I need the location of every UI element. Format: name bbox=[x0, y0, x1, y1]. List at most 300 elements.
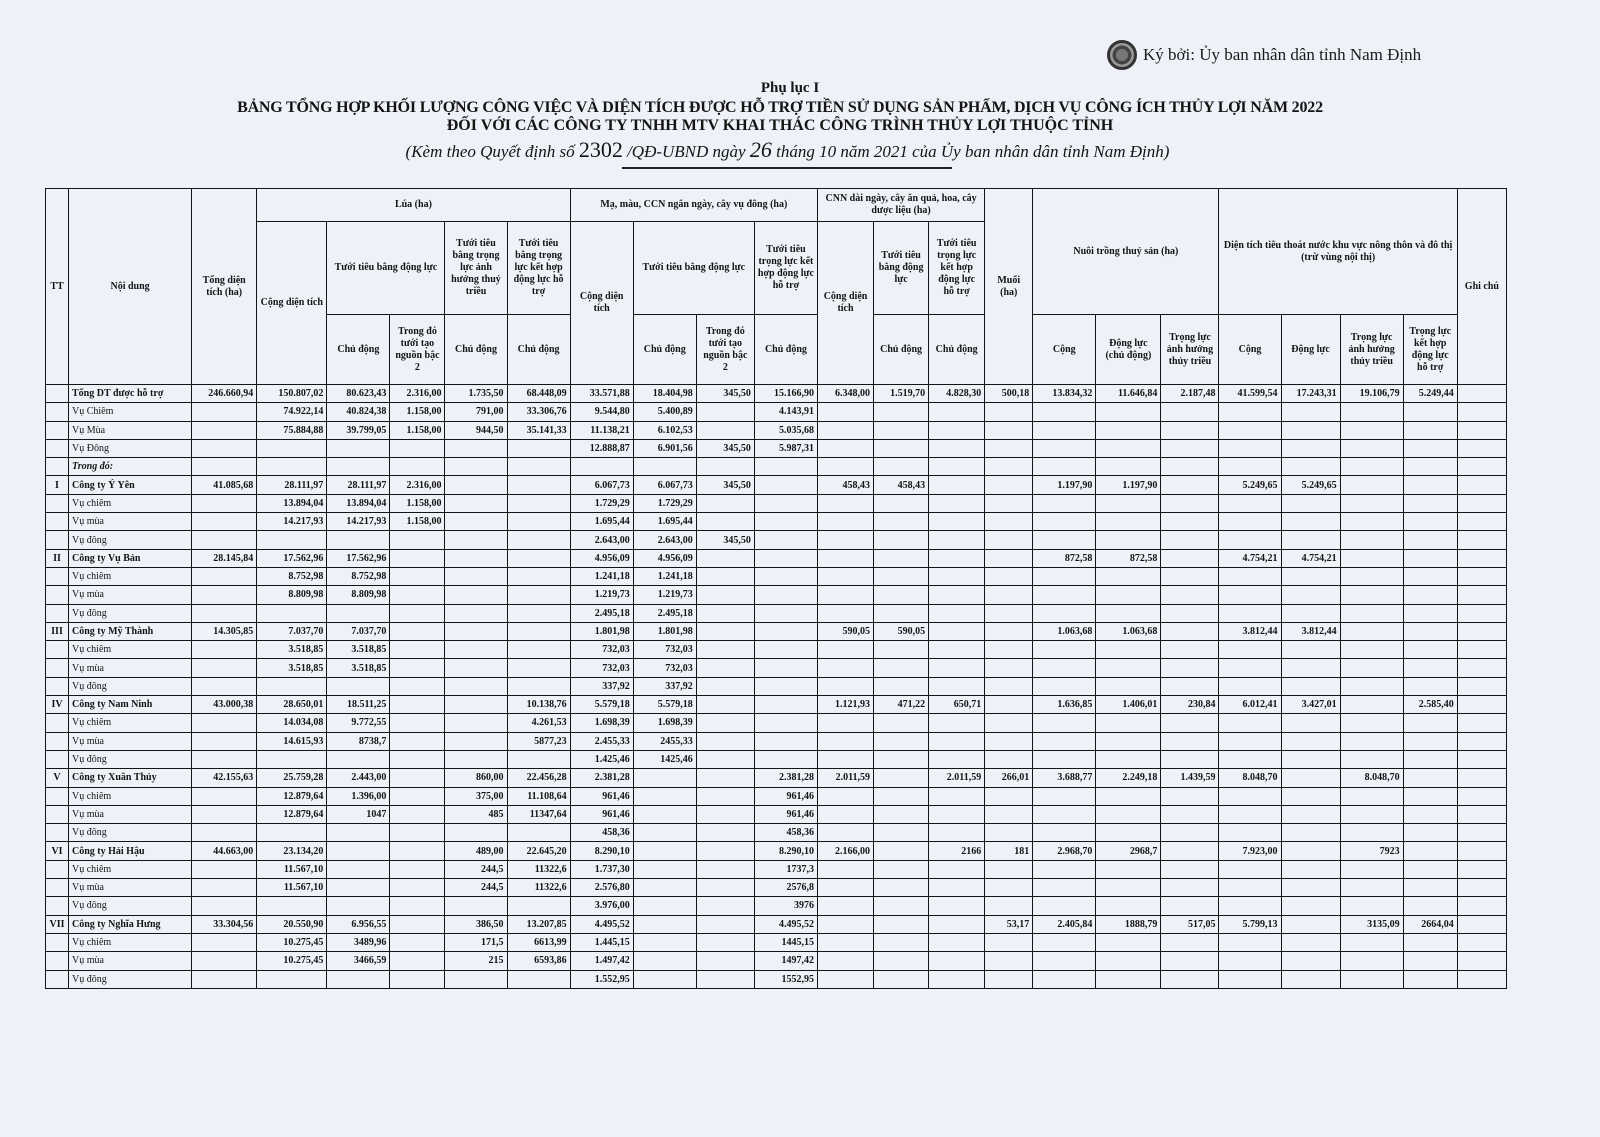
table-cell bbox=[1161, 622, 1219, 640]
row-label: Trong đó: bbox=[69, 458, 192, 476]
table-cell bbox=[1281, 897, 1340, 915]
table-cell bbox=[1161, 860, 1219, 878]
row-label: Công ty Ý Yên bbox=[69, 476, 192, 494]
table-cell bbox=[390, 622, 445, 640]
table-cell: 8.809,98 bbox=[327, 586, 390, 604]
table-cell bbox=[1403, 476, 1457, 494]
table-cell bbox=[1457, 805, 1506, 823]
row-label: Công ty Xuân Thủy bbox=[69, 769, 192, 787]
table-cell bbox=[1161, 750, 1219, 768]
table-cell: 33.304,56 bbox=[192, 915, 257, 933]
row-label: Vụ chiêm bbox=[69, 641, 192, 659]
table-cell bbox=[696, 805, 754, 823]
table-cell bbox=[817, 513, 873, 531]
table-cell bbox=[257, 897, 327, 915]
table-cell bbox=[985, 860, 1033, 878]
table-cell bbox=[633, 842, 696, 860]
table-cell bbox=[874, 586, 929, 604]
table-cell bbox=[985, 531, 1033, 549]
row-index bbox=[46, 659, 69, 677]
decision-number: 2302 bbox=[578, 137, 623, 162]
ref-mid: /QĐ-UBND ngày bbox=[627, 142, 746, 161]
table-cell bbox=[817, 439, 873, 457]
row-label: Công ty Hải Hậu bbox=[69, 842, 192, 860]
table-cell bbox=[1219, 513, 1281, 531]
table-cell bbox=[1403, 421, 1457, 439]
season-row bbox=[46, 933, 1507, 951]
table-cell: 2166 bbox=[929, 842, 985, 860]
table-cell bbox=[1457, 622, 1506, 640]
table-cell bbox=[327, 970, 390, 988]
company-row bbox=[46, 622, 1507, 640]
table-cell bbox=[445, 531, 507, 549]
table-cell bbox=[445, 897, 507, 915]
table-cell bbox=[985, 933, 1033, 951]
col-header-rice-pump: Tưới tiêu bằng động lực bbox=[327, 222, 445, 315]
table-cell: 872,58 bbox=[1033, 549, 1096, 567]
table-cell bbox=[1403, 641, 1457, 659]
table-cell bbox=[1096, 750, 1161, 768]
season-row bbox=[46, 897, 1507, 915]
table-cell bbox=[1033, 604, 1096, 622]
season-row bbox=[46, 824, 1507, 842]
table-cell bbox=[1457, 513, 1506, 531]
table-cell bbox=[1161, 952, 1219, 970]
table-cell: 4.143,91 bbox=[754, 403, 817, 421]
col-header-crops-pump-active: Chủ động bbox=[633, 315, 696, 385]
row-index bbox=[46, 421, 69, 439]
table-cell: 4.956,09 bbox=[633, 549, 696, 567]
table-cell: 1.241,18 bbox=[570, 567, 633, 585]
decision-day: 26 bbox=[749, 137, 772, 162]
row-index: V bbox=[46, 769, 69, 787]
col-header-salt: Muối (ha) bbox=[985, 189, 1033, 385]
table-cell bbox=[633, 897, 696, 915]
table-cell bbox=[192, 860, 257, 878]
table-cell bbox=[1033, 641, 1096, 659]
col-header-aqua-total: Cộng bbox=[1033, 315, 1096, 385]
table-cell bbox=[817, 421, 873, 439]
row-index bbox=[46, 513, 69, 531]
table-cell bbox=[1096, 458, 1161, 476]
table-cell: 1.158,00 bbox=[390, 421, 445, 439]
table-cell bbox=[445, 641, 507, 659]
table-cell bbox=[817, 915, 873, 933]
table-cell bbox=[929, 933, 985, 951]
table-cell bbox=[327, 879, 390, 897]
row-index bbox=[46, 933, 69, 951]
table-cell: 1425,46 bbox=[633, 750, 696, 768]
table-cell bbox=[1033, 513, 1096, 531]
table-cell bbox=[390, 750, 445, 768]
table-cell: 15.166,90 bbox=[754, 385, 817, 403]
table-cell bbox=[1161, 897, 1219, 915]
note-row bbox=[46, 458, 1507, 476]
table-cell bbox=[1340, 714, 1403, 732]
table-cell: 5.579,18 bbox=[633, 696, 696, 714]
row-label: Vụ chiêm bbox=[69, 494, 192, 512]
table-cell bbox=[1096, 732, 1161, 750]
table-cell bbox=[1161, 842, 1219, 860]
table-cell bbox=[1219, 952, 1281, 970]
table-cell bbox=[1403, 879, 1457, 897]
table-cell bbox=[445, 476, 507, 494]
table-cell bbox=[1096, 494, 1161, 512]
table-cell bbox=[985, 696, 1033, 714]
table-cell bbox=[1161, 458, 1219, 476]
table-cell bbox=[929, 604, 985, 622]
document-header bbox=[0, 80, 1600, 169]
table-cell: 39.799,05 bbox=[327, 421, 390, 439]
table-cell bbox=[1281, 824, 1340, 842]
table-cell bbox=[1340, 403, 1403, 421]
table-cell bbox=[1281, 403, 1340, 421]
table-cell bbox=[1219, 439, 1281, 457]
table-cell bbox=[1219, 824, 1281, 842]
table-cell bbox=[874, 952, 929, 970]
table-cell: 17.562,96 bbox=[257, 549, 327, 567]
table-cell bbox=[633, 952, 696, 970]
table-cell: 9.544,80 bbox=[570, 403, 633, 421]
table-cell: 1.439,59 bbox=[1161, 769, 1219, 787]
table-cell bbox=[1219, 677, 1281, 695]
table-cell: 7923 bbox=[1340, 842, 1403, 860]
row-label: Vụ chiêm bbox=[69, 787, 192, 805]
table-cell bbox=[929, 476, 985, 494]
table-cell: 28.650,01 bbox=[257, 696, 327, 714]
table-cell bbox=[1096, 897, 1161, 915]
table-cell bbox=[874, 439, 929, 457]
season-row bbox=[46, 641, 1507, 659]
row-label: Vụ Chiêm bbox=[69, 403, 192, 421]
table-cell bbox=[1457, 476, 1506, 494]
table-cell bbox=[1340, 494, 1403, 512]
table-cell bbox=[1033, 586, 1096, 604]
col-header-crops-combo-active: Chủ động bbox=[754, 315, 817, 385]
table-cell: 8.290,10 bbox=[754, 842, 817, 860]
table-cell bbox=[1457, 952, 1506, 970]
table-cell bbox=[696, 696, 754, 714]
table-cell bbox=[696, 458, 754, 476]
table-cell: 2.381,28 bbox=[754, 769, 817, 787]
table-cell: 732,03 bbox=[633, 641, 696, 659]
table-cell: 5877,23 bbox=[507, 732, 570, 750]
season-row bbox=[46, 586, 1507, 604]
table-cell bbox=[1096, 439, 1161, 457]
table-cell: 43.000,38 bbox=[192, 696, 257, 714]
table-cell bbox=[1096, 933, 1161, 951]
table-cell bbox=[1457, 604, 1506, 622]
table-cell: 74.922,14 bbox=[257, 403, 327, 421]
table-cell bbox=[1457, 842, 1506, 860]
table-cell bbox=[696, 970, 754, 988]
table-cell: 14.217,93 bbox=[327, 513, 390, 531]
table-cell: 337,92 bbox=[633, 677, 696, 695]
table-cell bbox=[1033, 458, 1096, 476]
table-cell: 14.034,08 bbox=[257, 714, 327, 732]
table-cell bbox=[874, 531, 929, 549]
table-cell bbox=[696, 641, 754, 659]
table-cell: 1.241,18 bbox=[633, 567, 696, 585]
table-cell bbox=[985, 732, 1033, 750]
row-label: Vụ mùa bbox=[69, 513, 192, 531]
table-cell: 20.550,90 bbox=[257, 915, 327, 933]
decision-reference bbox=[0, 137, 1600, 163]
table-cell: 961,46 bbox=[754, 805, 817, 823]
digital-signature bbox=[1107, 40, 1421, 70]
table-cell bbox=[1281, 677, 1340, 695]
table-cell: 41.085,68 bbox=[192, 476, 257, 494]
table-cell: 11322,6 bbox=[507, 860, 570, 878]
table-cell: 791,00 bbox=[445, 403, 507, 421]
table-cell bbox=[874, 860, 929, 878]
row-index bbox=[46, 824, 69, 842]
table-cell bbox=[985, 750, 1033, 768]
table-cell bbox=[696, 494, 754, 512]
table-cell bbox=[445, 494, 507, 512]
table-cell bbox=[445, 824, 507, 842]
table-cell bbox=[1219, 567, 1281, 585]
row-label: Công ty Vụ Bản bbox=[69, 549, 192, 567]
table-cell bbox=[874, 659, 929, 677]
col-header-tt: TT bbox=[46, 189, 69, 385]
table-cell bbox=[1219, 805, 1281, 823]
table-cell bbox=[390, 439, 445, 457]
table-cell: 44.663,00 bbox=[192, 842, 257, 860]
table-cell: 8.048,70 bbox=[1219, 769, 1281, 787]
table-cell bbox=[192, 714, 257, 732]
company-row bbox=[46, 769, 1507, 787]
table-cell: 458,43 bbox=[874, 476, 929, 494]
table-cell bbox=[1340, 787, 1403, 805]
table-cell bbox=[507, 750, 570, 768]
table-cell bbox=[633, 915, 696, 933]
table-cell bbox=[192, 531, 257, 549]
table-cell bbox=[1096, 714, 1161, 732]
season-row bbox=[46, 677, 1507, 695]
table-cell: 1737,3 bbox=[754, 860, 817, 878]
table-cell: 944,50 bbox=[445, 421, 507, 439]
table-cell bbox=[633, 970, 696, 988]
table-cell: 18.511,25 bbox=[327, 696, 390, 714]
table-cell bbox=[1457, 970, 1506, 988]
table-cell bbox=[390, 531, 445, 549]
table-cell bbox=[327, 531, 390, 549]
table-cell: 11347,64 bbox=[507, 805, 570, 823]
table-cell: 33.571,88 bbox=[570, 385, 633, 403]
season-row bbox=[46, 787, 1507, 805]
table-cell bbox=[192, 641, 257, 659]
table-cell bbox=[1457, 677, 1506, 695]
table-cell: 2.316,00 bbox=[390, 476, 445, 494]
table-cell bbox=[1403, 677, 1457, 695]
table-cell: 8.809,98 bbox=[257, 586, 327, 604]
table-cell bbox=[445, 567, 507, 585]
table-cell bbox=[192, 567, 257, 585]
table-cell bbox=[817, 549, 873, 567]
table-cell bbox=[985, 824, 1033, 842]
table-cell bbox=[1219, 787, 1281, 805]
table-cell bbox=[1281, 732, 1340, 750]
table-cell bbox=[1340, 732, 1403, 750]
table-cell: 4.495,52 bbox=[570, 915, 633, 933]
table-cell: 5.987,31 bbox=[754, 439, 817, 457]
table-cell bbox=[192, 970, 257, 988]
table-cell bbox=[192, 439, 257, 457]
table-cell bbox=[817, 860, 873, 878]
table-cell bbox=[754, 476, 817, 494]
table-cell: 53,17 bbox=[985, 915, 1033, 933]
table-cell bbox=[1033, 714, 1096, 732]
table-cell bbox=[1281, 787, 1340, 805]
table-cell: 28.111,97 bbox=[257, 476, 327, 494]
col-header-perennial-total: Cộng diện tích bbox=[817, 222, 873, 385]
season-row bbox=[46, 421, 1507, 439]
table-cell: 2.381,28 bbox=[570, 769, 633, 787]
season-row bbox=[46, 970, 1507, 988]
table-cell bbox=[1033, 531, 1096, 549]
table-cell bbox=[874, 421, 929, 439]
table-cell bbox=[445, 458, 507, 476]
table-cell: 1888,79 bbox=[1096, 915, 1161, 933]
table-cell bbox=[257, 604, 327, 622]
table-cell: 1.729,29 bbox=[570, 494, 633, 512]
table-cell: 1.219,73 bbox=[570, 586, 633, 604]
table-cell bbox=[1403, 494, 1457, 512]
table-cell bbox=[390, 641, 445, 659]
table-cell bbox=[1219, 604, 1281, 622]
document-title: BẢNG TỔNG HỢP KHỐI LƯỢNG CÔNG VIỆC VÀ DIỆN TÍCH ĐƯỢC HỖ TRỢ TIỀN SỬ DỤNG SẢN PHẨM, DỊCH VỤ CÔNG ÍCH THỦY LỢI NĂM 2022 bbox=[237, 99, 1323, 116]
table-cell: 22.645,20 bbox=[507, 842, 570, 860]
table-cell bbox=[1281, 513, 1340, 531]
table-cell bbox=[1403, 531, 1457, 549]
table-cell bbox=[1161, 659, 1219, 677]
table-cell: 5.249,65 bbox=[1281, 476, 1340, 494]
table-cell: 6593,86 bbox=[507, 952, 570, 970]
table-cell bbox=[754, 732, 817, 750]
table-cell: 2968,7 bbox=[1096, 842, 1161, 860]
table-cell: 3.812,44 bbox=[1281, 622, 1340, 640]
table-cell: 5.249,44 bbox=[1403, 385, 1457, 403]
col-header-rice-pump-active: Chủ động bbox=[327, 315, 390, 385]
table-cell bbox=[985, 403, 1033, 421]
table-cell: 4.754,21 bbox=[1281, 549, 1340, 567]
table-cell bbox=[1096, 970, 1161, 988]
row-index: III bbox=[46, 622, 69, 640]
table-cell bbox=[696, 897, 754, 915]
table-cell bbox=[696, 824, 754, 842]
table-cell bbox=[874, 805, 929, 823]
season-row bbox=[46, 952, 1507, 970]
table-cell: 1497,42 bbox=[754, 952, 817, 970]
table-cell bbox=[1096, 567, 1161, 585]
table-cell bbox=[1457, 915, 1506, 933]
table-cell: 11.567,10 bbox=[257, 860, 327, 878]
table-cell bbox=[817, 805, 873, 823]
table-cell bbox=[192, 750, 257, 768]
table-cell: 2.011,59 bbox=[929, 769, 985, 787]
table-cell: 25.759,28 bbox=[257, 769, 327, 787]
col-group-rice: Lúa (ha) bbox=[257, 189, 570, 222]
table-cell bbox=[1340, 952, 1403, 970]
table-cell bbox=[633, 860, 696, 878]
table-cell bbox=[327, 860, 390, 878]
table-cell bbox=[1033, 677, 1096, 695]
table-cell bbox=[507, 604, 570, 622]
table-cell bbox=[1340, 421, 1403, 439]
col-group-crops: Mạ, màu, CCN ngắn ngày, cây vụ đông (ha) bbox=[570, 189, 817, 222]
table-cell bbox=[985, 476, 1033, 494]
table-cell bbox=[1281, 586, 1340, 604]
col-header-crops-pump: Tưới tiêu bằng động lực bbox=[633, 222, 754, 315]
table-cell bbox=[327, 824, 390, 842]
table-cell bbox=[696, 659, 754, 677]
table-cell: 22.456,28 bbox=[507, 769, 570, 787]
table-cell bbox=[985, 714, 1033, 732]
table-cell bbox=[754, 567, 817, 585]
table-cell bbox=[390, 714, 445, 732]
company-row bbox=[46, 842, 1507, 860]
table-cell bbox=[192, 787, 257, 805]
season-row bbox=[46, 732, 1507, 750]
table-cell bbox=[1281, 439, 1340, 457]
col-header-aqua-pump: Động lực (chủ động) bbox=[1096, 315, 1161, 385]
table-cell: 266,01 bbox=[985, 769, 1033, 787]
table-cell bbox=[445, 732, 507, 750]
table-cell bbox=[754, 458, 817, 476]
col-header-perennial-pump-active: Chủ động bbox=[874, 315, 929, 385]
table-cell bbox=[696, 677, 754, 695]
row-label: Vụ mùa bbox=[69, 732, 192, 750]
table-cell bbox=[1403, 458, 1457, 476]
table-cell bbox=[1457, 403, 1506, 421]
table-cell: 1.801,98 bbox=[570, 622, 633, 640]
row-label: Vụ mùa bbox=[69, 586, 192, 604]
table-cell bbox=[390, 897, 445, 915]
table-cell bbox=[390, 952, 445, 970]
table-cell bbox=[327, 439, 390, 457]
row-label: Vụ chiêm bbox=[69, 714, 192, 732]
table-cell bbox=[1340, 897, 1403, 915]
table-cell bbox=[1219, 531, 1281, 549]
table-cell bbox=[390, 659, 445, 677]
table-cell bbox=[1457, 659, 1506, 677]
table-cell bbox=[985, 622, 1033, 640]
table-cell bbox=[1340, 622, 1403, 640]
table-cell bbox=[1033, 494, 1096, 512]
table-cell bbox=[696, 421, 754, 439]
table-cell: 6.348,00 bbox=[817, 385, 873, 403]
table-cell bbox=[257, 439, 327, 457]
table-cell bbox=[929, 897, 985, 915]
table-cell: 4.754,21 bbox=[1219, 549, 1281, 567]
table-cell: 10.275,45 bbox=[257, 952, 327, 970]
table-cell bbox=[754, 696, 817, 714]
table-cell: 8.752,98 bbox=[327, 567, 390, 585]
table-cell bbox=[817, 970, 873, 988]
table-cell: 1445,15 bbox=[754, 933, 817, 951]
table-cell bbox=[696, 714, 754, 732]
table-cell bbox=[1340, 458, 1403, 476]
table-cell bbox=[985, 659, 1033, 677]
table-cell bbox=[507, 494, 570, 512]
table-cell bbox=[817, 586, 873, 604]
table-cell bbox=[817, 714, 873, 732]
table-cell: 42.155,63 bbox=[192, 769, 257, 787]
table-cell: 1.219,73 bbox=[633, 586, 696, 604]
table-cell: 18.404,98 bbox=[633, 385, 696, 403]
table-cell bbox=[1457, 824, 1506, 842]
